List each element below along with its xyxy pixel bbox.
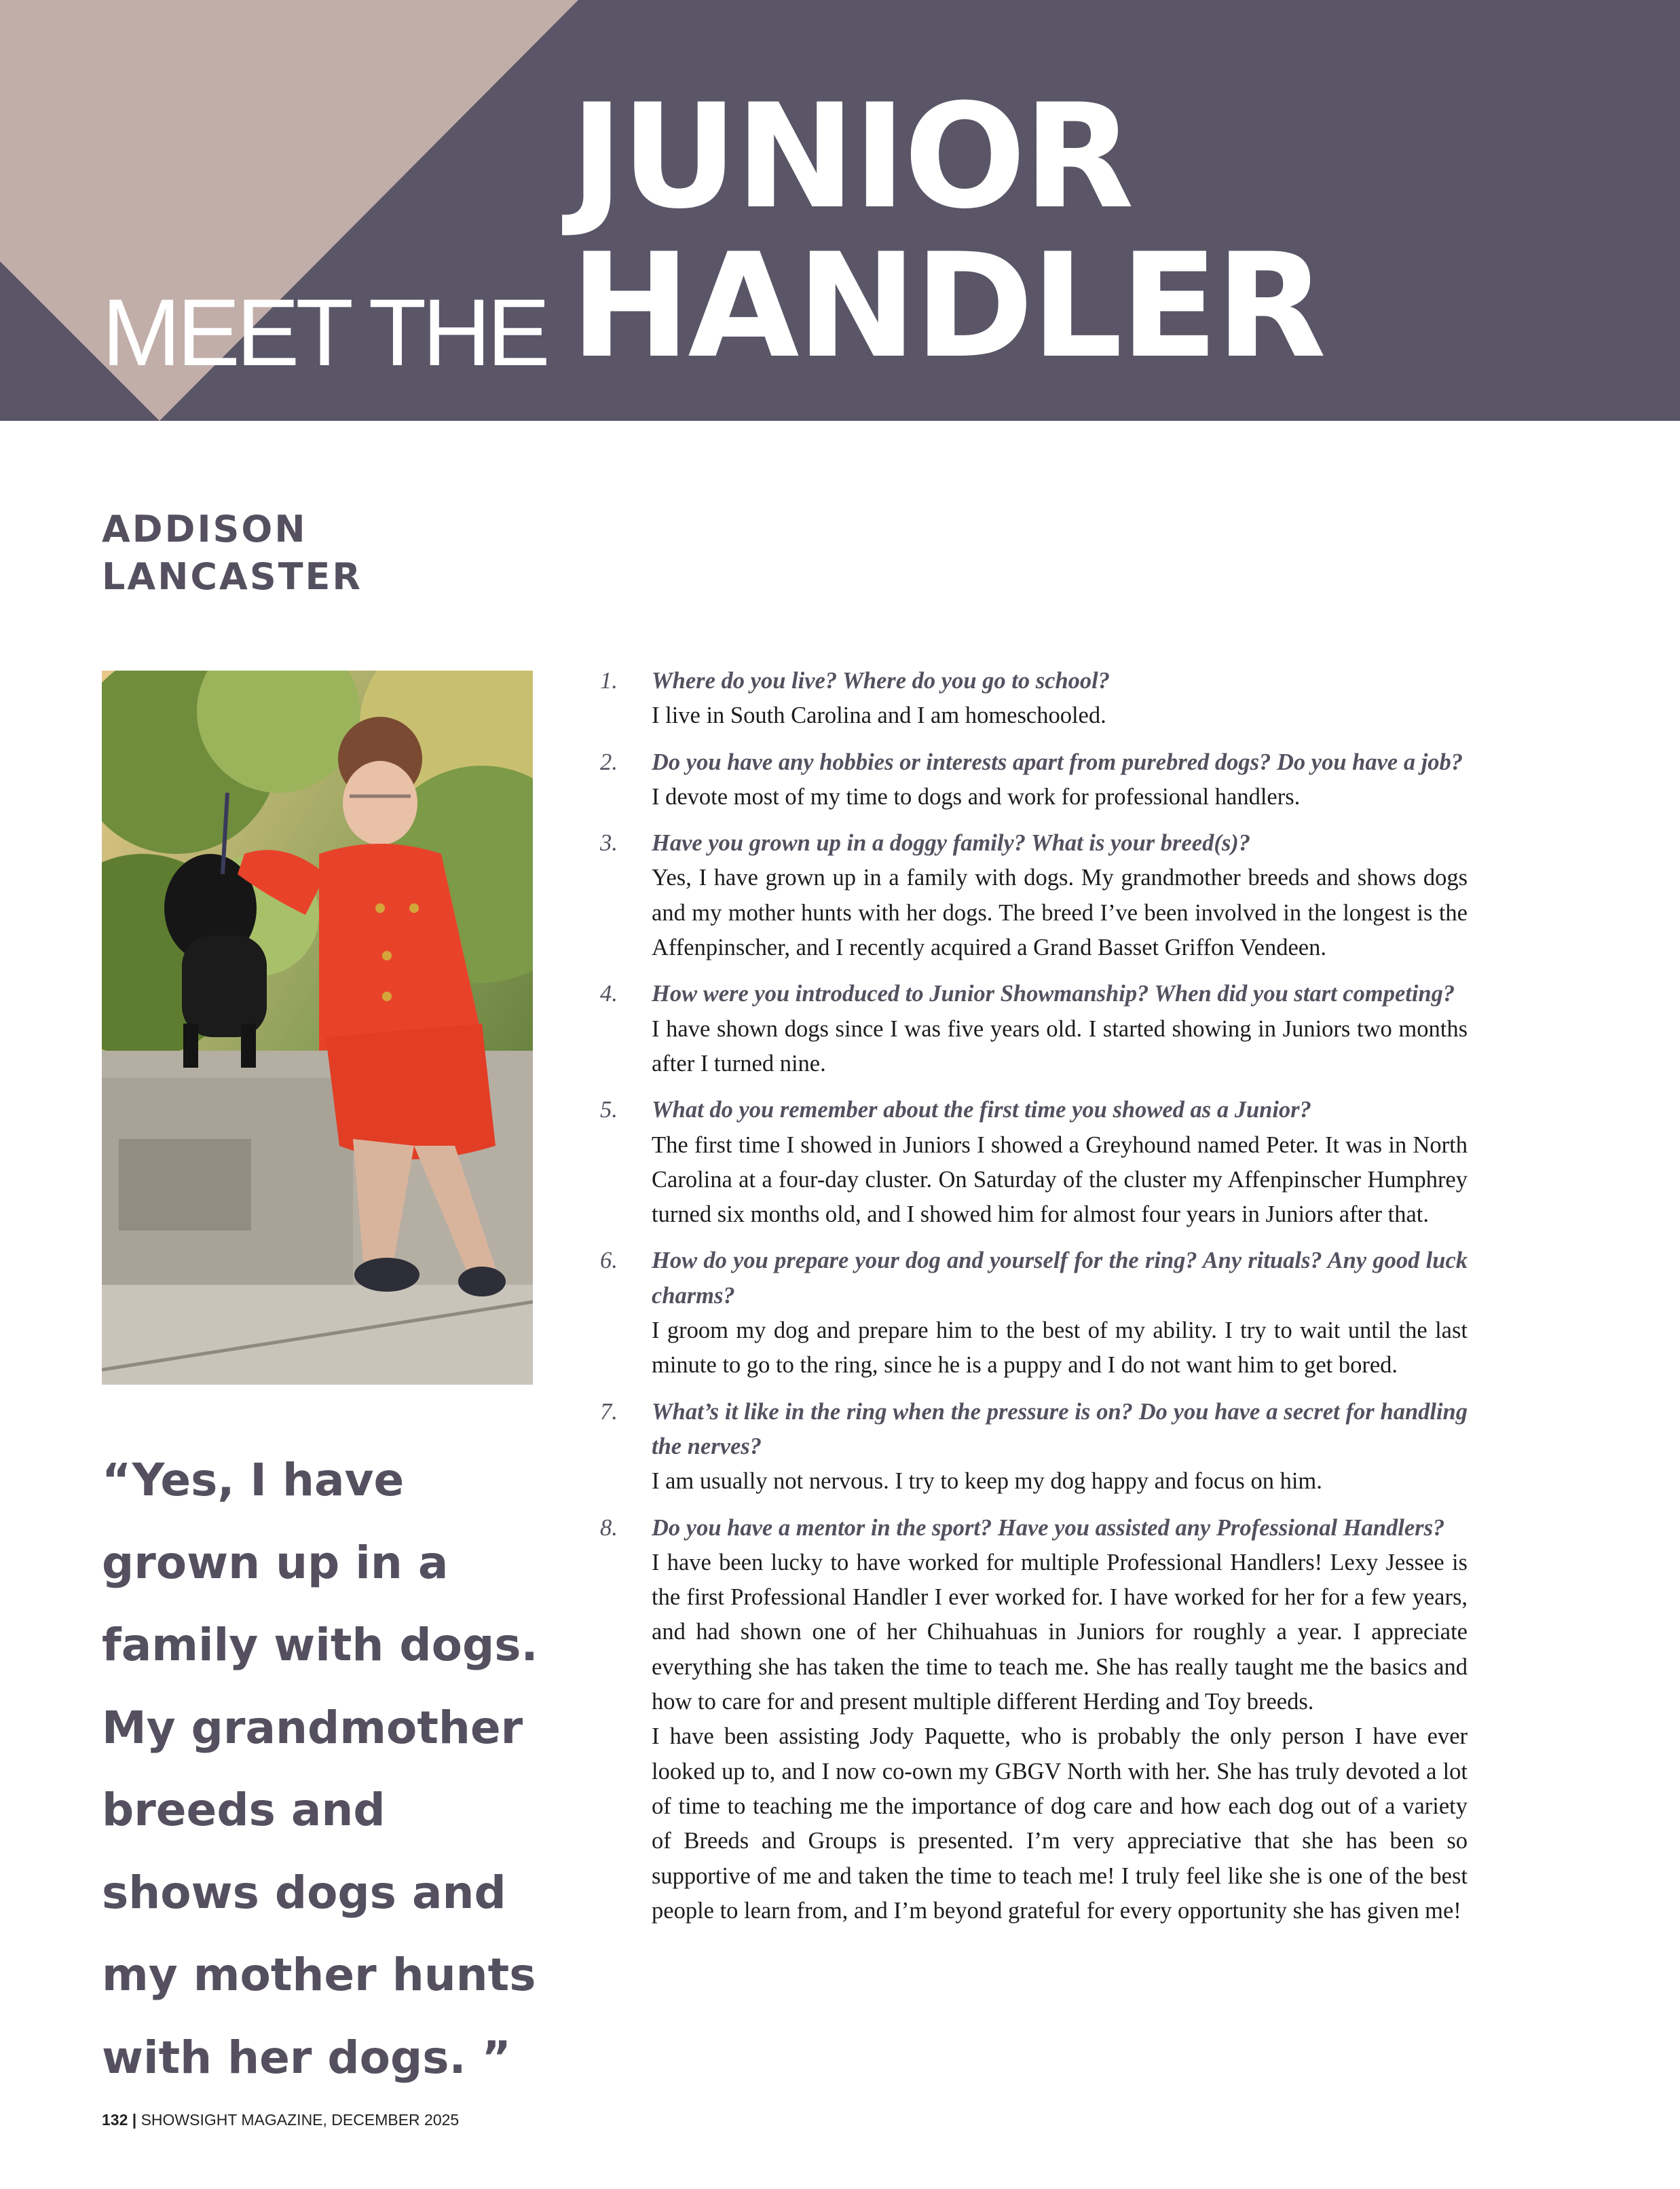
photo-illustration [102, 671, 533, 1385]
qa-answer: I devote most of my time to dogs and work for professional handlers. [652, 783, 1301, 810]
qa-question: How do you prepare your dog and yourself for the ring? Any rituals? Any good luck charms? [652, 1248, 1468, 1309]
qa-number: 7. [600, 1398, 618, 1425]
qa-question: How were you introduced to Junior Showmanship? When did you start competing? [652, 981, 1455, 1007]
qa-question: What do you remember about the first time you showed as a Junior? [652, 1097, 1311, 1123]
pull-quote-line: breeds and [102, 1784, 386, 1836]
pull-quote-line: grown up in a [102, 1536, 449, 1589]
qa-item [585, 1511, 1468, 1929]
title-handler: HANDLER [570, 222, 1324, 390]
handler-name [102, 506, 362, 601]
qa-item [585, 977, 1468, 1081]
qa-number: 1. [600, 668, 618, 694]
qa-answer: I have shown dogs since I was five years old. I started showing in Juniors two months after I turned nine. [652, 1015, 1468, 1077]
qa-answer: The first time I showed in Juniors I showed a Greyhound named Peter. It was in North Carolina at a four-day cluster. On Saturday of the cluster my Affenpinscher Humphrey turned six months old, and I showed him for almost four years in Juniors after that. [652, 1131, 1468, 1228]
qa-item [585, 1093, 1468, 1232]
qa-answer: I have been assisting Jody Paquette, who is probably the only person I have ever looked up to, and I now co-own my GBGV North with her. She has truly devoted a lot of time to teaching me the importance of dog care and how each dog out of a variety of Breeds and Groups is presented. I’m very appreciative that she has been so supportive of me and taken the time to teach me! I truly feel like she is one of the best people to learn from, and I’m beyond grateful for every opportunity she has given me! [652, 1723, 1468, 1924]
title-junior: JUNIOR [570, 73, 1132, 240]
pull-quote-line: family with dogs. [102, 1619, 538, 1671]
qa-number: 5. [600, 1097, 618, 1123]
pull-quote-line: My grandmother [102, 1701, 523, 1754]
qa-question: Do you have any hobbies or interests apart from purebred dogs? Do you have a job? [652, 749, 1463, 775]
qa-answer: I live in South Carolina and I am homeschooled. [652, 703, 1106, 729]
pull-quote-line: shows dogs and [102, 1866, 506, 1919]
qa-question: Do you have a mentor in the sport? Have you assisted any Professional Handlers? [652, 1514, 1445, 1541]
qa-question: What’s it like in the ring when the pressure is on? Do you have a secret for handling the nerves? [652, 1398, 1468, 1459]
pull-quote-line: “Yes, I have [102, 1454, 405, 1506]
qa-answer: Yes, I have grown up in a family with dogs. My grandmother breeds and shows dogs and my mother hunts with her dogs. The breed I’ve been involved in the longest is the Affenpinscher, and I recently acquired a Grand Basset Griffon Vendeen. [652, 865, 1468, 961]
qa-item [585, 664, 1468, 734]
qa-answer: I groom my dog and prepare him to the best of my ability. I try to wait until the last minute to go to the ring, since he is a puppy and I do not want him to get bored. [652, 1317, 1468, 1379]
qa-number: 2. [600, 749, 618, 775]
qa-number: 8. [600, 1514, 618, 1541]
page-footer [102, 2111, 459, 2129]
handler-last-name: LANCASTER [102, 555, 363, 598]
handler-photo [102, 671, 533, 1385]
pull-quote [102, 1439, 563, 2099]
qa-item [585, 1395, 1468, 1499]
qa-item [585, 1243, 1468, 1383]
qa-number: 6. [600, 1248, 618, 1274]
qa-question: Where do you live? Where do you go to school? [652, 668, 1110, 694]
pull-quote-line: my mother hunts [102, 1949, 536, 2001]
publication-name: SHOWSIGHT MAGAZINE, DECEMBER 2025 [141, 2111, 460, 2129]
footer-separator: | [132, 2111, 137, 2129]
qa-item [585, 826, 1468, 965]
handler-first-name: ADDISON [102, 508, 307, 550]
qa-question: Have you grown up in a doggy family? What is your breed(s)? [652, 830, 1251, 857]
qa-number: 4. [600, 981, 618, 1007]
header-banner [0, 0, 1680, 421]
qa-answer: I am usually not nervous. I try to keep my dog happy and focus on him. [652, 1468, 1322, 1495]
qa-number: 3. [600, 830, 618, 857]
qa-list [585, 664, 1468, 1940]
title-meet-the: MEET THE [102, 279, 546, 386]
page-number: 132 [102, 2111, 128, 2129]
qa-answer: I have been lucky to have worked for multiple Professional Handlers! Lexy Jessee is the first Professional Handler I ever worked for. I have worked for her for a few years, and had shown one of her Chihuahuas in Juniors for roughly a year. I appreciate everything she has taken the time to teach me. She has really taught me the basics and how to care for and present multiple different Herding and Toy breeds. [652, 1549, 1468, 1715]
qa-item [585, 745, 1468, 815]
pull-quote-line: with her dogs. ” [102, 2031, 511, 2084]
